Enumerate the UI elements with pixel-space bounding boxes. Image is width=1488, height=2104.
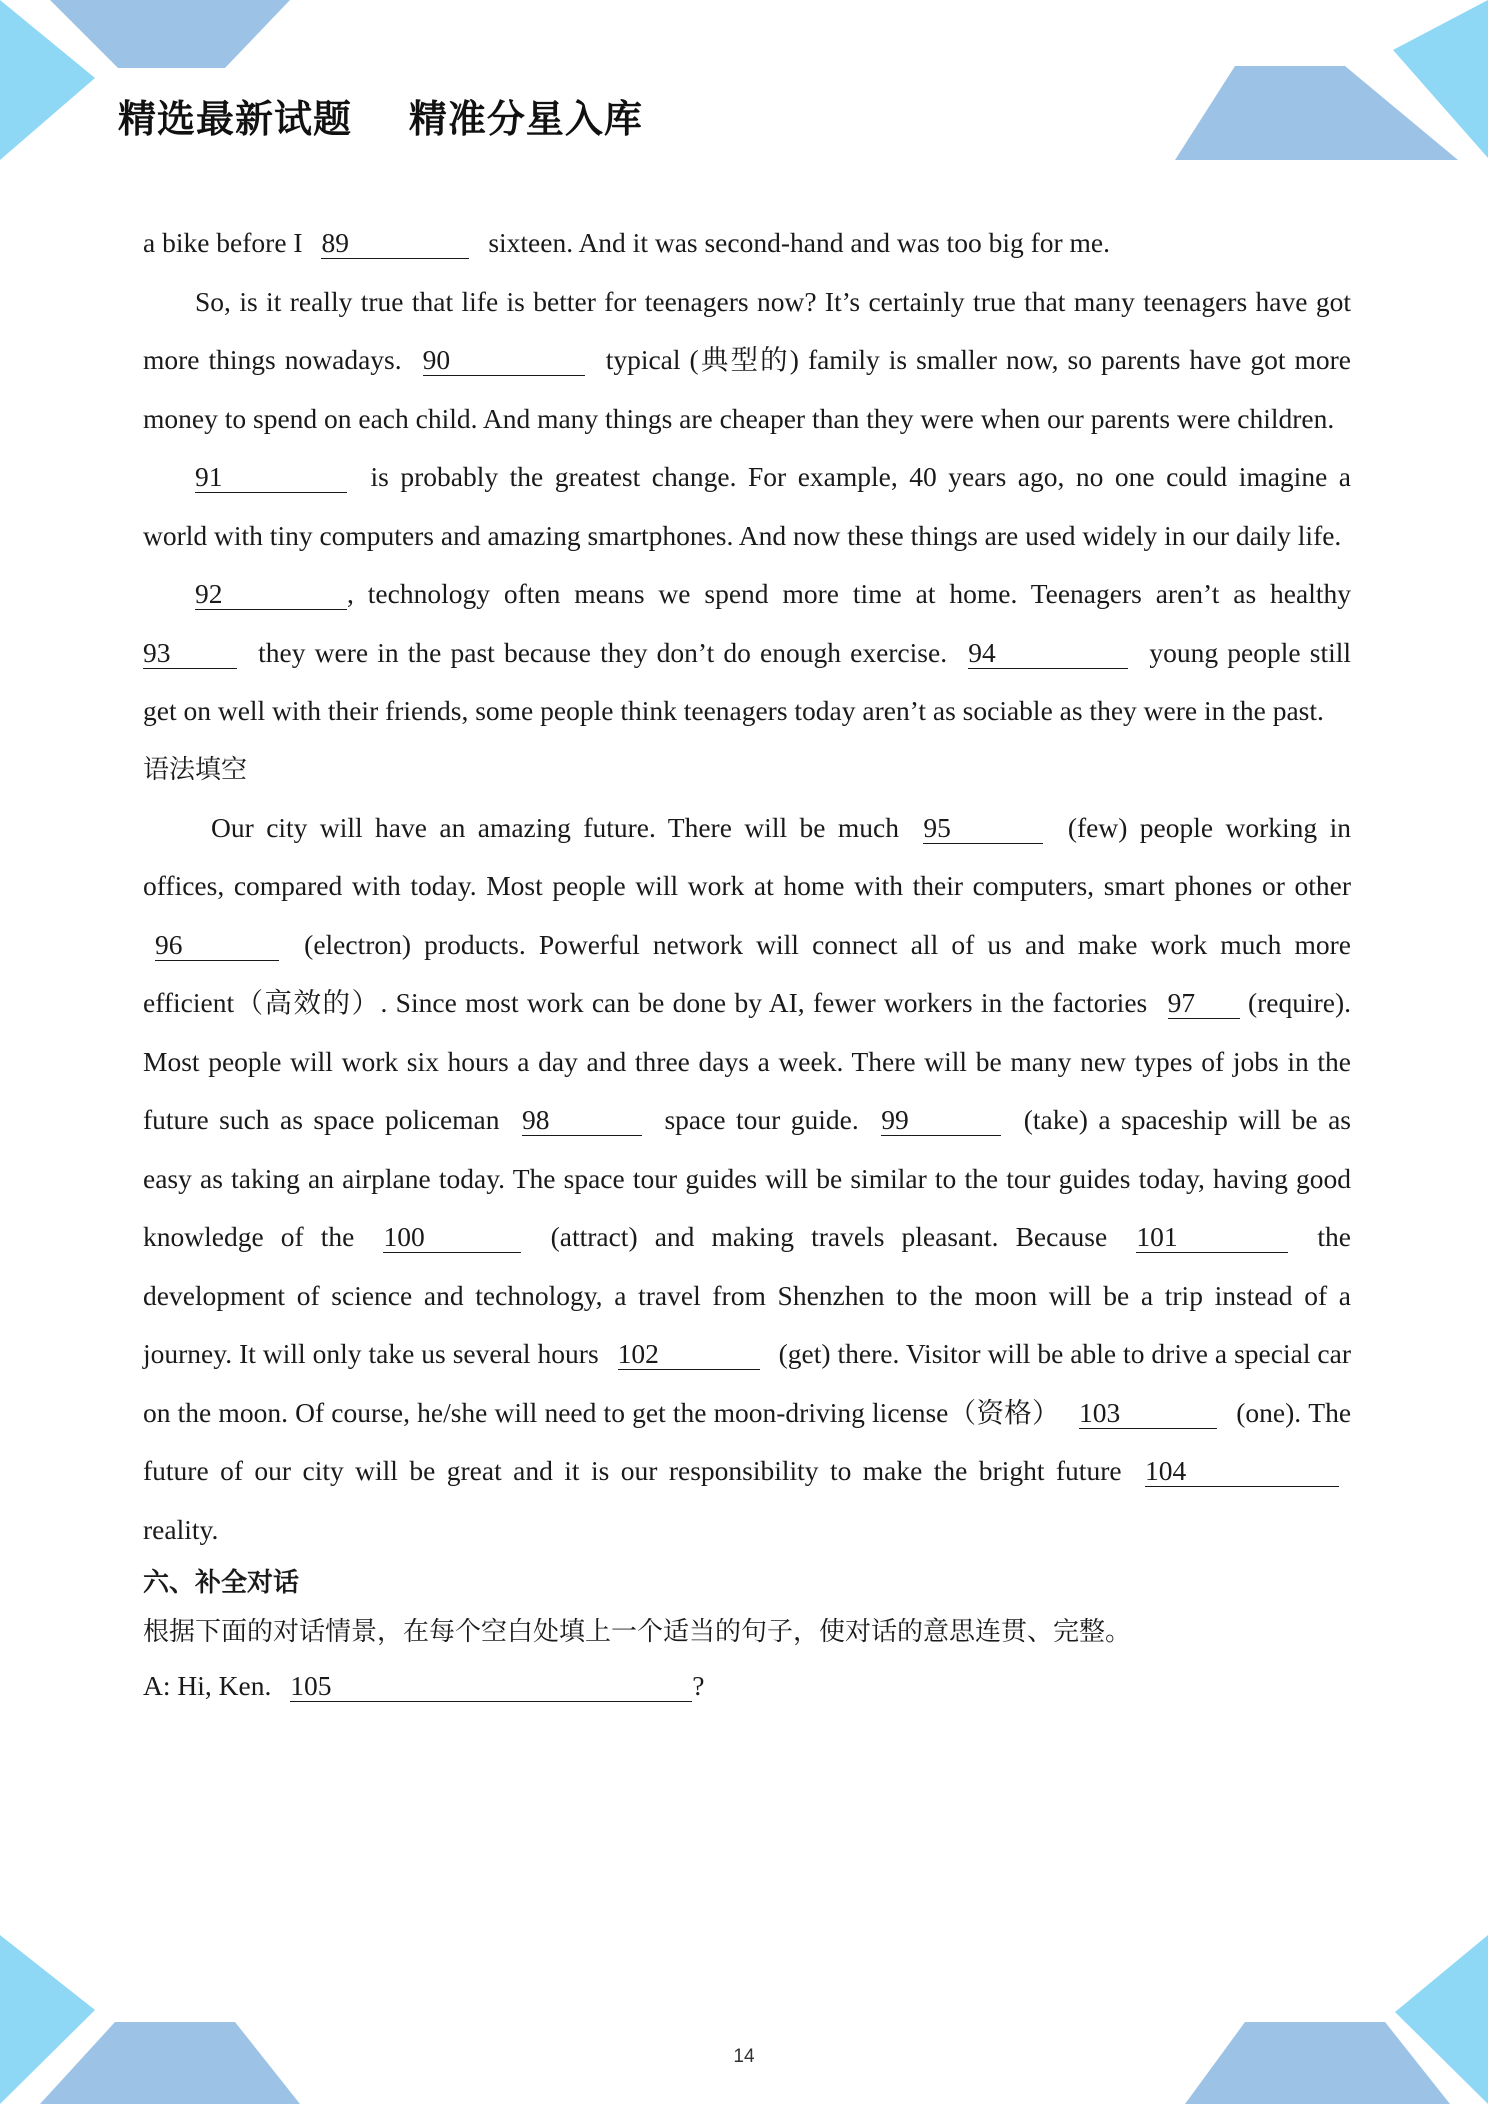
text-segment: a bike before I bbox=[143, 227, 303, 258]
paragraph-91 bbox=[143, 448, 1351, 565]
text-segment: space tour guide. bbox=[664, 1104, 859, 1135]
blank-91[interactable]: 91 bbox=[195, 462, 347, 493]
blank-105[interactable]: 105 bbox=[290, 1671, 692, 1702]
text-segment: typical (典型的) family is smaller now, so parents have got more money to spend on each child. And many things are cheaper than they were when our parents were children. bbox=[143, 344, 1352, 434]
blank-89[interactable]: 89 bbox=[321, 228, 469, 259]
text-segment: (electron) products. Powerful network will connect all of us and make work much more efficient（高效的）. Since most work can be done by AI, fewer workers in the factories bbox=[143, 928, 1351, 1018]
dialogue-line-105 bbox=[143, 1657, 1351, 1716]
text-segment: A: Hi, Ken. bbox=[143, 1670, 272, 1701]
text-segment: (attract) and making travels pleasant. Because bbox=[550, 1221, 1108, 1252]
blank-92[interactable]: 92 bbox=[195, 579, 347, 610]
text-segment: (require). Most people will work six hours a day and three days a week. There will be many new types of jobs in the future such as space policeman bbox=[143, 987, 1352, 1135]
decor-top-right-trapezoid bbox=[1175, 66, 1458, 160]
text-segment: ? bbox=[692, 1670, 705, 1701]
header-title: 精选最新试题 精准分星入库 bbox=[118, 97, 643, 141]
paragraph-92 bbox=[143, 565, 1351, 741]
blank-99[interactable]: 99 bbox=[881, 1105, 1001, 1136]
blank-98[interactable]: 98 bbox=[522, 1105, 642, 1136]
decor-top-left-trapezoid bbox=[50, 0, 290, 68]
text-segment: reality. bbox=[143, 1513, 219, 1545]
section-instruction: 根据下面的对话情景，在每个空白处填上一个适当的句子，使对话的意思连贯、完整。 bbox=[143, 1617, 1132, 1647]
blank-90[interactable]: 90 bbox=[423, 345, 585, 376]
paragraph-90 bbox=[143, 273, 1351, 449]
text-segment: (get) there. Visitor will be able to drive a special car on the moon. Of course, he/she will need to get the moon-driving license（资格） bbox=[143, 1338, 1352, 1428]
paragraph-grammar bbox=[143, 799, 1351, 1560]
text-segment: , technology often means we spend more time at home. Teenagers aren’t as healthy bbox=[347, 578, 1351, 609]
section-heading-6: 六、补全对话 bbox=[143, 1568, 300, 1598]
text-segment: (one). The future of our city will be great and it is our responsibility to make the bright future bbox=[143, 1396, 1352, 1486]
section-label-grammar: 语法填空 bbox=[143, 754, 248, 785]
blank-94[interactable]: 94 bbox=[968, 638, 1128, 669]
blank-95[interactable]: 95 bbox=[923, 813, 1043, 844]
text-segment: So, is it really true that life is better for teenagers now? It’s certainly true that many teenagers have got more things nowadays. bbox=[143, 285, 1351, 375]
blank-100[interactable]: 100 bbox=[383, 1222, 521, 1253]
blank-103[interactable]: 103 bbox=[1079, 1398, 1217, 1429]
passage-line-89 bbox=[143, 214, 1351, 273]
text-segment: (few) people working in offices, compared with today. Most people will work at home with their computers, smart phones or other bbox=[143, 811, 1351, 901]
text-segment: they were in the past because they don’t do enough exercise. bbox=[258, 636, 948, 668]
page-number: 14 bbox=[733, 2046, 755, 2067]
text-segment: is probably the greatest change. For example, 40 years ago, no one could imagine a world with tiny computers and amazing smartphones. And now these things are used widely in our daily life. bbox=[143, 461, 1351, 551]
blank-101[interactable]: 101 bbox=[1136, 1222, 1288, 1253]
blank-97[interactable]: 97 bbox=[1168, 988, 1240, 1019]
blank-93[interactable]: 93 bbox=[143, 638, 237, 669]
blank-104[interactable]: 104 bbox=[1145, 1456, 1339, 1487]
document-content bbox=[143, 214, 1351, 1716]
text-segment: Our city will have an amazing future. There will be much bbox=[211, 811, 899, 843]
text-segment: young people still get on well with their friends, some people think teenagers today aren’t as sociable as they were in the past. bbox=[143, 636, 1352, 726]
text-segment: (take) a spaceship will be as easy as taking an airplane today. The space tour guides will be similar to the tour guides today, having good knowledge of the bbox=[143, 1104, 1352, 1252]
blank-102[interactable]: 102 bbox=[618, 1339, 760, 1370]
text-segment: sixteen. And it was second-hand and was too big for me. bbox=[488, 227, 1110, 258]
blank-96[interactable]: 96 bbox=[155, 930, 279, 961]
text-segment: the development of science and technology, a travel from Shenzhen to the moon will be a trip instead of a journey. It will only take us several hours bbox=[143, 1221, 1352, 1369]
